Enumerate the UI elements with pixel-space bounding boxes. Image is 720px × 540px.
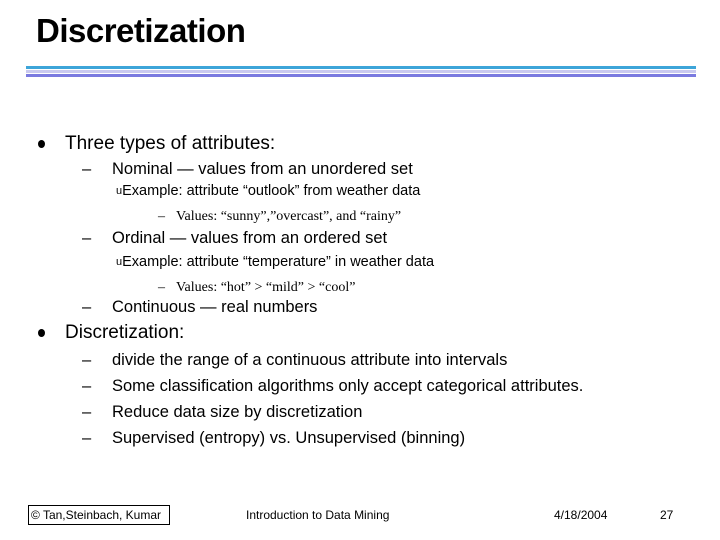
dash-icon: – xyxy=(82,429,92,447)
example-temperature xyxy=(116,254,434,270)
bullet-attribute-types xyxy=(38,133,275,155)
footer-page-number: 27 xyxy=(660,508,674,522)
dash-icon: – xyxy=(82,229,92,247)
sub-item-divide xyxy=(82,351,507,370)
bullet-text: Discretization: xyxy=(65,322,185,343)
title-rule-bottom xyxy=(26,74,696,77)
slide-title: Discretization xyxy=(36,12,246,49)
sub-item-supervised xyxy=(82,429,465,448)
sub-item-text: Continuous — real numbers xyxy=(112,298,318,316)
title-rule-top xyxy=(26,66,696,69)
sub-item-text: Reduce data size by discretization xyxy=(112,403,363,421)
sub-item-reduce xyxy=(82,403,362,422)
diamond-bullet-icon: u xyxy=(116,256,123,268)
dash-icon: – xyxy=(158,209,165,224)
footer-date: 4/18/2004 xyxy=(554,508,608,522)
values-text: Values: “sunny”,”overcast”, and “rainy” xyxy=(176,209,402,224)
footer-course: Introduction to Data Mining xyxy=(246,508,390,522)
values-text: Values: “hot” > “mild” > “cool” xyxy=(176,280,356,295)
dash-icon: – xyxy=(82,160,92,178)
slide-footer xyxy=(0,491,720,539)
dash-icon: – xyxy=(158,280,165,295)
dash-icon: – xyxy=(82,403,92,421)
sub-item-ordinal xyxy=(82,229,387,248)
title-rule-middle xyxy=(26,70,696,73)
dash-icon: – xyxy=(82,351,92,369)
dash-icon: – xyxy=(82,298,92,316)
values-temperature xyxy=(158,280,355,296)
values-outlook xyxy=(158,209,401,225)
sub-item-text: Ordinal — values from an ordered set xyxy=(112,229,388,247)
sub-item-classification xyxy=(82,377,583,396)
bullet-dot-icon xyxy=(38,329,45,337)
sub-item-text: Nominal — values from an unordered set xyxy=(112,160,413,178)
example-outlook xyxy=(116,183,420,199)
sub-item-continuous xyxy=(82,298,317,317)
sub-item-text: Supervised (entropy) vs. Unsupervised (binning) xyxy=(112,429,466,447)
example-text: Example: attribute “outlook” from weather data xyxy=(122,183,421,199)
bullet-dot-icon xyxy=(38,140,45,148)
footer-copyright: © Tan,Steinbach, Kumar xyxy=(31,508,162,522)
example-text: Example: attribute “temperature” in weather data xyxy=(122,254,435,270)
bullet-text: Three types of attributes: xyxy=(65,133,276,154)
bullet-discretization xyxy=(38,322,184,344)
sub-item-nominal xyxy=(82,160,413,179)
sub-item-text: divide the range of a continuous attribute into intervals xyxy=(112,351,508,369)
diamond-bullet-icon: u xyxy=(116,185,123,197)
sub-item-text: Some classification algorithms only accept categorical attributes. xyxy=(112,377,584,395)
dash-icon: – xyxy=(82,377,92,395)
